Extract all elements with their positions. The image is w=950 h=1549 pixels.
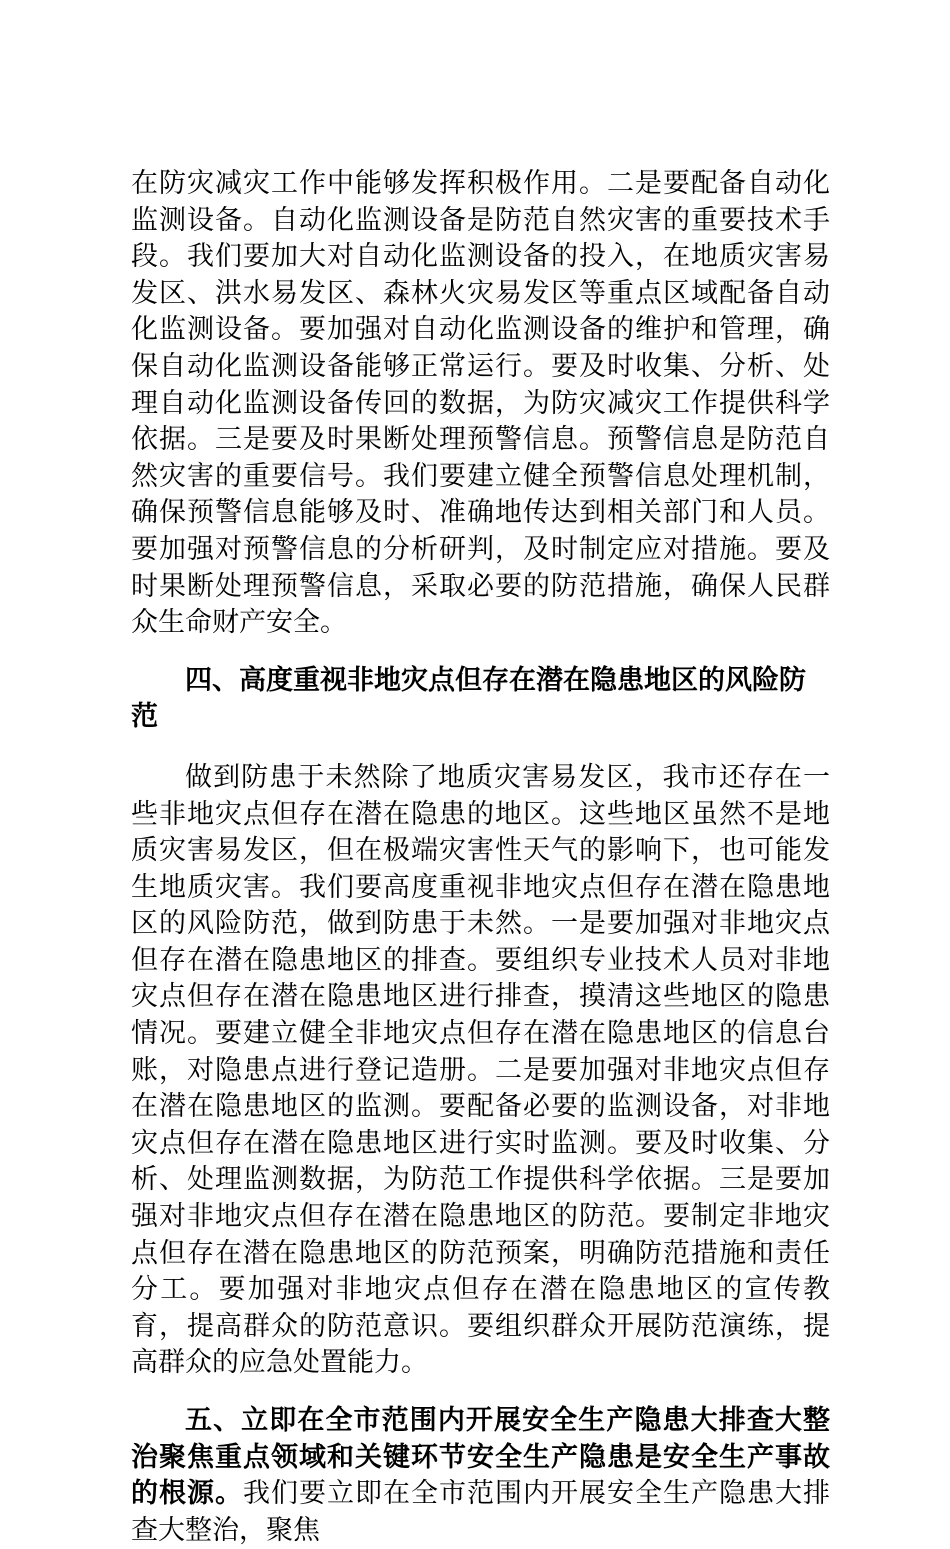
section-heading: 四、高度重视非地灾点但存在潜在隐患地区的风险防范 [131, 664, 806, 733]
body-paragraph [131, 1403, 830, 1549]
body-text-run: 我们要立即在全市范围内开展安全生产隐患大排查大整治，聚焦 [131, 1478, 830, 1546]
body-paragraph: 做到防患于未然除了地质灾害易发区，我市还存在一些非地灾点但存在潜在隐患的地区。这些地区虽然不是地质灾害易发区，但在极端灾害性天气的影响下，也可能发生地质灾害。我们要高度重视非地灾点但存在潜在隐患地区的风险防范，做到防患于未然。一是要加强对非地灾点但存在潜在隐患地区的排查。要组织专业技术人员对非地灾点但存在潜在隐患地区进行排查，摸清这些地区的隐患情况。要建立健全非地灾点但存在潜在隐患地区的信息台账，对隐患点进行登记造册。二是要加强对非地灾点但存在潜在隐患地区的监测。要配备必要的监测设备，对非地灾点但存在潜在隐患地区进行实时监测。要及时收集、分析、处理监测数据，为防范工作提供科学依据。三是要加强对非地灾点但存在潜在隐患地区的防范。要制定非地灾点但存在潜在隐患地区的防范预案，明确防范措施和责任分工。要加强对非地灾点但存在潜在隐患地区的宣传教育，提高群众的防范意识。要组织群众开展防范演练，提高群众的应急处置能力。 [131, 761, 830, 1379]
body-paragraph: 在防灾减灾工作中能够发挥积极作用。二是要配备自动化监测设备。自动化监测设备是防范自然灾害的重要技术手段。我们要加大对自动化监测设备的投入，在地质灾害易发区、洪水易发区、森林火灾易发区等重点区域配备自动化监测设备。要加强对自动化监测设备的维护和管理，确保自动化监测设备能够正常运行。要及时收集、分析、处理自动化监测设备传回的数据，为防灾减灾工作提供科学依据。三是要及时果断处理预警信息。预警信息是防范自然灾害的重要信号。我们要建立健全预警信息处理机制，确保预警信息能够及时、准确地传达到相关部门和人员。要加强对预警信息的分析研判，及时制定应对措施。要及时果断处理预警信息，采取必要的防范措施，确保人民群众生命财产安全。 [131, 168, 830, 639]
section-heading-inline: 五、立即在全市范围内开展安全生产隐患大排查大整治聚焦重点领域和关键环节安全生产隐患是安全生产事故的根源。 [131, 1405, 830, 1510]
